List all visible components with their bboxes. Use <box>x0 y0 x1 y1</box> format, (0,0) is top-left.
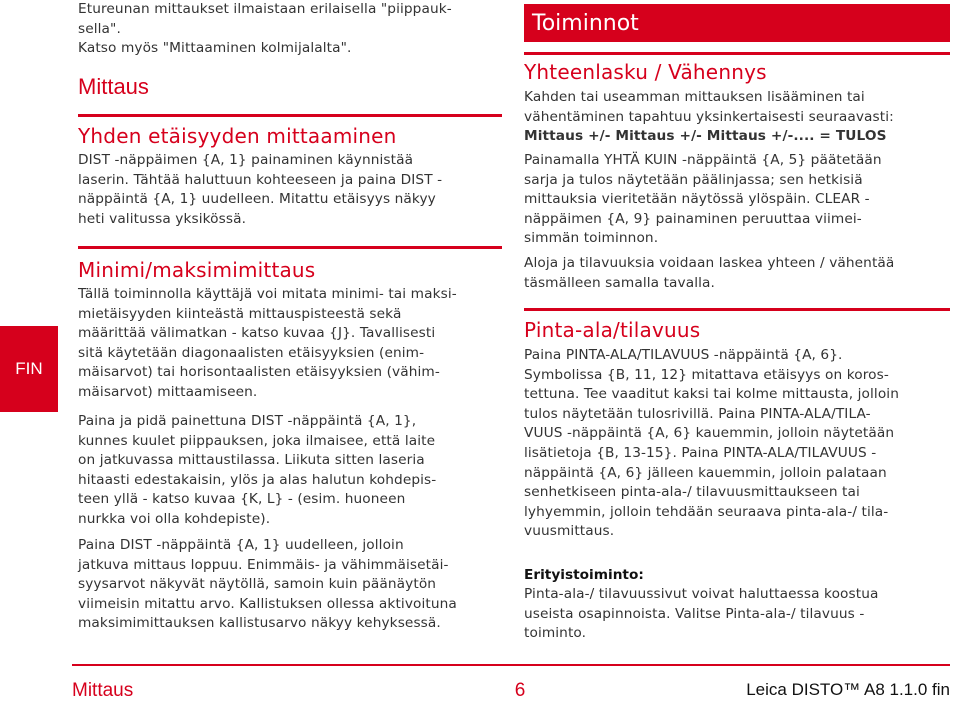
text-line: näppäimen {A, 9} painaminen peruuttaa viimei- <box>524 210 862 227</box>
intro-line: sella". <box>78 20 121 37</box>
special-function-heading: Erityistoiminto: <box>524 567 644 583</box>
text-line: mäisarvot) tai horisontaalisten etäisyyksien (vähim- <box>78 364 440 381</box>
special-function-paragraph <box>524 585 954 644</box>
add-subtract-paragraph-2 <box>524 151 954 249</box>
text-line: Mittaus +/- Mittaus +/- Mittaus +/-.... = TULOS <box>524 128 887 145</box>
text-line: lisätietoja {B, 13-15}. Paina PINTA-ALA/TILAVUUS - <box>524 444 877 461</box>
text-line: sarja ja tulos näytetään päälinjassa; sen hetkisiä <box>524 171 863 188</box>
text-line: sitä käytetään diagonaalisten etäisyyksien (enim- <box>78 344 425 361</box>
text-line: mietäisyyden kiinteästä mittauspisteestä sekä <box>78 305 402 322</box>
section-title-area-volume: Pinta-ala/tilavuus <box>524 318 701 342</box>
section-title-add-subtract: Yhteenlasku / Vähennys <box>524 60 767 84</box>
section-title-single-distance: Yhden etäisyyden mittaaminen <box>78 124 397 148</box>
area-volume-paragraph <box>524 346 954 542</box>
text-line: toiminto. <box>524 625 587 642</box>
text-line: mittauksia vieritetään näytössä ylöspäin. CLEAR - <box>524 191 870 208</box>
text-line: Kahden tai useamman mittauksen lisääminen tai <box>524 89 865 105</box>
text-line: maksimimittauksen kallistusarvo näkyy kehyksessä. <box>78 615 441 632</box>
min-max-paragraph-1 <box>78 285 508 403</box>
text-line: Paina ja pidä painettuna DIST -näppäintä {A, 1}, <box>78 413 417 429</box>
intro-line: Katso myös "Mittaaminen kolmijalalta". <box>78 40 352 57</box>
section-rule <box>78 114 502 117</box>
text-line: lyhyemmin, jolloin tehdään seuraava pinta-ala-/ tila- <box>524 503 889 520</box>
text-line: tettuna. Tee vaaditut kaksi tai kolme mittausta, jolloin <box>524 386 899 403</box>
footer-rule <box>72 664 950 666</box>
text-line: simmän toiminnon. <box>524 230 659 247</box>
text-line: Paina PINTA-ALA/TILAVUUS -näppäintä {A, 6}. <box>524 347 843 363</box>
section-title-min-max: Minimi/maksimimittaus <box>78 258 316 282</box>
text-line: heti valitussa yksikössä. <box>78 210 247 227</box>
chapter-title-mittaus: Mittaus <box>78 74 149 99</box>
text-line: täsmälleen samalla tavalla. <box>524 274 715 291</box>
footer-section-name: Mittaus <box>72 680 134 701</box>
min-max-paragraph-2 <box>78 412 508 530</box>
text-line: DIST -näppäimen {A, 1} painaminen käynnistää <box>78 152 414 168</box>
text-line: on jatkuvassa mittaustilassa. Liikuta sitten laseria <box>78 452 425 469</box>
section-rule <box>524 52 950 55</box>
add-subtract-paragraph-1 <box>524 88 954 147</box>
text-line: näppäintä {A, 6} jälleen kauemmin, jolloin palataan <box>524 464 887 481</box>
add-subtract-paragraph-3 <box>524 254 954 293</box>
min-max-paragraph-3 <box>78 536 508 634</box>
text-line: syysarvot näkyvät näytöllä, samoin kuin päänäytön <box>78 576 437 593</box>
intro-paragraph <box>78 0 508 59</box>
text-line: nurkka voi olla kohdepiste). <box>78 510 271 527</box>
text-line: kunnes kuulet piippauksen, joka ilmaisee, että laite <box>78 432 436 449</box>
text-line: Symbolissa {B, 11, 12} mitattava etäisyys on koros- <box>524 366 889 383</box>
text-line: useista osapinnoista. Valitse Pinta-ala-/ tilavuus - <box>524 605 865 622</box>
text-line: vuusmittaus. <box>524 523 615 540</box>
text-line: teen yllä - katso kuvaa {K, L} - (esim. huoneen <box>78 491 406 508</box>
section-rule <box>78 246 502 249</box>
chapter-title-toiminnot: Toiminnot <box>532 10 639 36</box>
text-line: määrittää välimatkan - katso kuvaa {J}. Tavallisesti <box>78 325 436 342</box>
text-line: Pinta-ala-/ tilavuussivut voivat haluttaessa koostua <box>524 586 879 602</box>
footer-product-version: Leica DISTO™ A8 1.1.0 fin <box>746 680 950 699</box>
text-line: mäisarvot) mittaamiseen. <box>78 383 258 400</box>
intro-line: Etureunan mittaukset ilmaistaan erilaisella "piippauk- <box>78 1 452 17</box>
text-line: senhetkiseen pinta-ala-/ tilavuusmittaukseen tai <box>524 484 860 501</box>
text-line: näppäintä {A, 1} uudelleen. Mitattu etäisyys näkyy <box>78 191 436 208</box>
text-line: VUUS -näppäintä {A, 6} kauemmin, jolloin näytetään <box>524 425 895 442</box>
chapter-bar-toiminnot <box>524 4 950 42</box>
page-number: 6 <box>514 680 526 701</box>
text-line: tulos näytetään tulosrivillä. Paina PINTA-ALA/TILA- <box>524 405 871 422</box>
text-line: hitaasti edestakaisin, ylös ja alas halutun kohdepis- <box>78 471 437 488</box>
language-tab-label: FIN <box>15 359 43 378</box>
section-rule <box>524 308 950 311</box>
text-line: Tällä toiminnolla käyttäjä voi mitata minimi- tai maksi- <box>78 286 457 302</box>
text-line: laserin. Tähtää haluttuun kohteeseen ja paina DIST - <box>78 171 443 188</box>
text-line: Painamalla YHTÄ KUIN -näppäintä {A, 5} päätetään <box>524 152 882 168</box>
text-line: viimeisin mitattu arvo. Kallistuksen ollessa aktivoituna <box>78 595 457 612</box>
text-line: Paina DIST -näppäintä {A, 1} uudelleen, jolloin <box>78 537 404 553</box>
single-distance-paragraph <box>78 151 508 229</box>
text-line: jatkuva mittaus loppuu. Enimmäis- ja vähimmäisetäi- <box>78 556 449 573</box>
text-line: vähentäminen tapahtuu yksinkertaisesti seuraavasti: <box>524 108 894 125</box>
text-line: Aloja ja tilavuuksia voidaan laskea yhteen / vähentää <box>524 255 895 271</box>
language-tab[interactable] <box>0 326 58 412</box>
